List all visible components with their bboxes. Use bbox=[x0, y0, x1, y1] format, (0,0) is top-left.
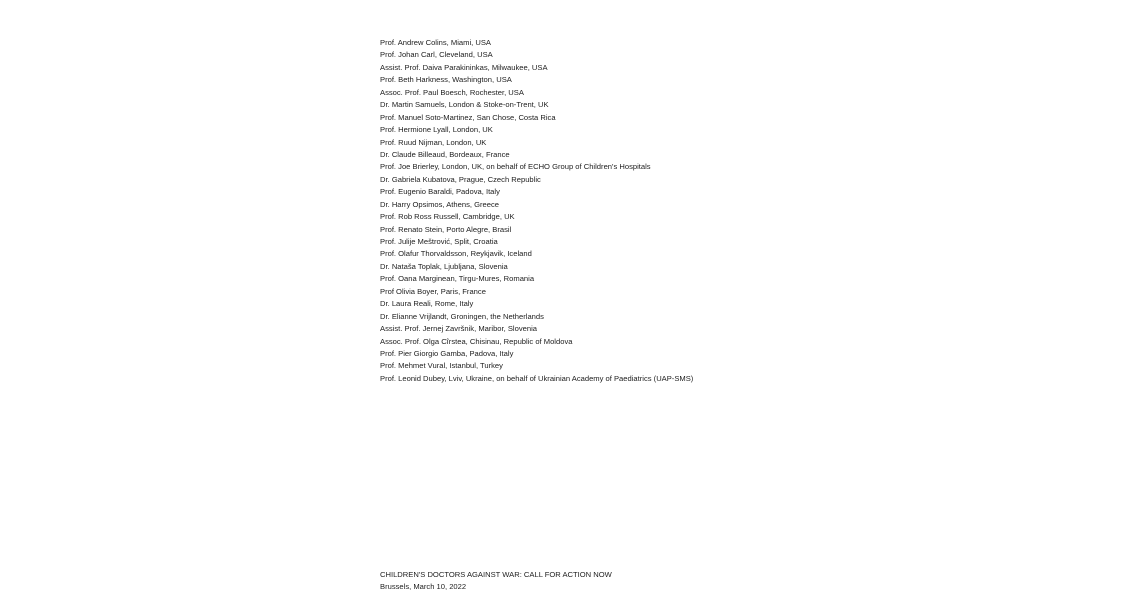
signatory-line: Prof. Mehmet Vural, Istanbul, Turkey bbox=[380, 361, 503, 371]
signatory-line: Assist. Prof. Jernej Završnik, Maribor, Slovenia bbox=[380, 324, 537, 334]
signatory-line: Dr. Nataša Toplak, Ljubljana, Slovenia bbox=[380, 261, 508, 271]
signatory-line: Dr. Elianne Vrijlandt, Groningen, the Netherlands bbox=[380, 311, 544, 321]
footer-place-date: Brussels, March 10, 2022 bbox=[380, 581, 467, 591]
signatory-line: Prof. Olafur Thorvaldsson, Reykjavik, Iceland bbox=[380, 249, 532, 259]
signatory-line: Dr. Claude Billeaud, Bordeaux, France bbox=[380, 149, 510, 159]
signatory-line: Dr. Gabriela Kubatova, Prague, Czech Republic bbox=[380, 174, 541, 184]
signatory-line: Assoc. Prof. Olga Cîrstea, Chisinau, Republic of Moldova bbox=[380, 336, 573, 346]
signatory-line: Dr. Harry Opsimos, Athens, Greece bbox=[380, 199, 500, 209]
signatory-line: Assoc. Prof. Paul Boesch, Rochester, USA bbox=[380, 87, 524, 97]
signatory-line: Prof. Eugenio Baraldi, Padova, Italy bbox=[380, 187, 500, 197]
signatory-line: Prof. Renato Stein, Porto Alegre, Brasil bbox=[380, 224, 512, 234]
signatory-line: Dr. Laura Reali, Rome, Italy bbox=[380, 299, 474, 309]
signatory-line: Prof. Rob Ross Russell, Cambridge, UK bbox=[380, 212, 515, 222]
signatory-line: Prof. Johan Carl, Cleveland, USA bbox=[380, 50, 493, 60]
signatory-line: Prof. Leonid Dubey, Lviv, Ukraine, on behalf of Ukrainian Academy of Paediatrics (UAP-SMS) bbox=[380, 373, 694, 383]
signatory-line: Prof. Beth Harkness, Washington, USA bbox=[380, 75, 512, 85]
signatory-line: Prof Olivia Boyer, Paris, France bbox=[380, 286, 486, 296]
signatory-line: Prof. Hermione Lyall, London, UK bbox=[380, 125, 493, 135]
signatory-line: Assist. Prof. Daiva Parakininkas, Milwaukee, USA bbox=[380, 62, 548, 72]
signatory-line: Dr. Martin Samuels, London & Stoke-on-Trent, UK bbox=[380, 100, 549, 110]
signatory-line: Prof. Julije Meštrović, Split, Croatia bbox=[380, 237, 498, 246]
signatory-line: Prof. Ruud Nijman, London, UK bbox=[380, 137, 487, 147]
document-footer bbox=[380, 569, 612, 592]
signatory-line: Prof. Joe Brierley, London, UK, on behalf of ECHO Group of Children's Hospitals bbox=[380, 162, 651, 172]
signatory-line: Prof. Pier Giorgio Gamba, Padova, Italy bbox=[380, 348, 514, 358]
signatory-line: Prof. Andrew Colins, Miami, USA bbox=[380, 38, 491, 47]
signatory-line: Prof. Manuel Soto-Martinez, San Chose, Costa Rica bbox=[380, 112, 556, 122]
footer-title: CHILDREN'S DOCTORS AGAINST WAR: CALL FOR ACTION NOW bbox=[380, 570, 612, 579]
signatory-list bbox=[380, 37, 693, 385]
signatory-line: Prof. Oana Marginean, Tirgu-Mures, Romania bbox=[380, 274, 535, 284]
